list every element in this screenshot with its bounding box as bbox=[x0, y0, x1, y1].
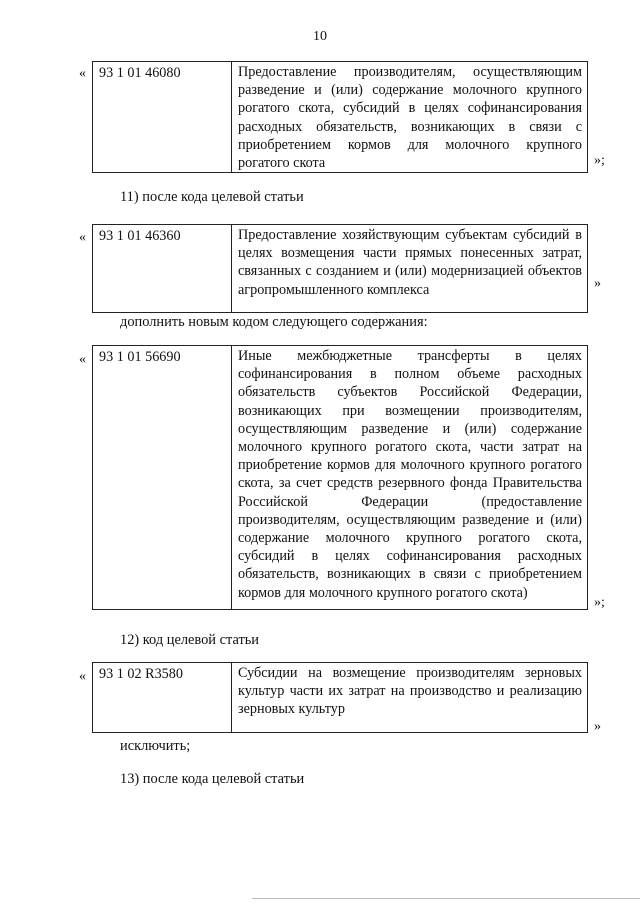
code-table bbox=[92, 662, 588, 733]
paragraph-11: 11) после кода целевой статьи bbox=[120, 189, 304, 205]
add-code-instruction: дополнить новым кодом следующего содержания: bbox=[120, 314, 428, 330]
closing-quote: » bbox=[594, 719, 601, 734]
opening-quote: « bbox=[79, 230, 86, 245]
table-row bbox=[93, 62, 588, 173]
code-description: Иные межбюджетные трансферты в целях софинансирования в полном объеме расходных обязательств субъектов Российской Федерации, возникающих при возмещении производителям, осуществляющим разведение и (или) содержание молочного крупного рогатого скота, части затрат на приобретение кормов для молочного крупного рогатого скота, за счет средств резервного фонда Правительства Российской Федерации (предоставление производителям, осуществляющим разведение и (или) содержание молочного крупного рогатого скота, субсидий в целях софинансирования расходных обязательств, возникающих в связи с приобретением кормов для молочного крупного рогатого скота) bbox=[232, 346, 588, 610]
opening-quote: « bbox=[79, 352, 86, 367]
closing-quote: »; bbox=[594, 153, 605, 168]
table-row bbox=[93, 346, 588, 610]
code-table bbox=[92, 345, 588, 610]
code-description: Предоставление производителям, осуществляющим разведение и (или) содержание молочного крупного рогатого скота, субсидий в целях софинансирования расходных обязательств, возникающих в связи с приобретением кормов для молочного крупного рогатого скота bbox=[232, 62, 588, 173]
paragraph-13: 13) после кода целевой статьи bbox=[120, 771, 305, 787]
table-row bbox=[93, 663, 588, 733]
closing-quote: »; bbox=[594, 595, 605, 610]
code-description: Субсидии на возмещение производителям зерновых культур части их затрат на производство и реализацию зерновых культур bbox=[232, 663, 588, 733]
page-number: 10 bbox=[313, 29, 327, 44]
target-code: 93 1 01 46360 bbox=[93, 225, 232, 313]
target-code: 93 1 02 R3580 bbox=[93, 663, 232, 733]
code-table bbox=[92, 224, 588, 313]
table-row bbox=[93, 225, 588, 313]
exclude-instruction: исключить; bbox=[120, 738, 191, 754]
code-table bbox=[92, 61, 588, 173]
target-code: 93 1 01 46080 bbox=[93, 62, 232, 173]
paragraph-12: 12) код целевой статьи bbox=[120, 632, 260, 648]
code-description: Предоставление хозяйствующим субъектам субсидий в целях возмещения части прямых понесенных затрат, связанных с созданием и (или) модернизацией объектов агропромышленного комплекса bbox=[232, 225, 588, 313]
target-code: 93 1 01 56690 bbox=[93, 346, 232, 610]
opening-quote: « bbox=[79, 66, 86, 81]
closing-quote: » bbox=[594, 276, 601, 291]
opening-quote: « bbox=[79, 669, 86, 684]
page-edge-line bbox=[252, 898, 640, 899]
